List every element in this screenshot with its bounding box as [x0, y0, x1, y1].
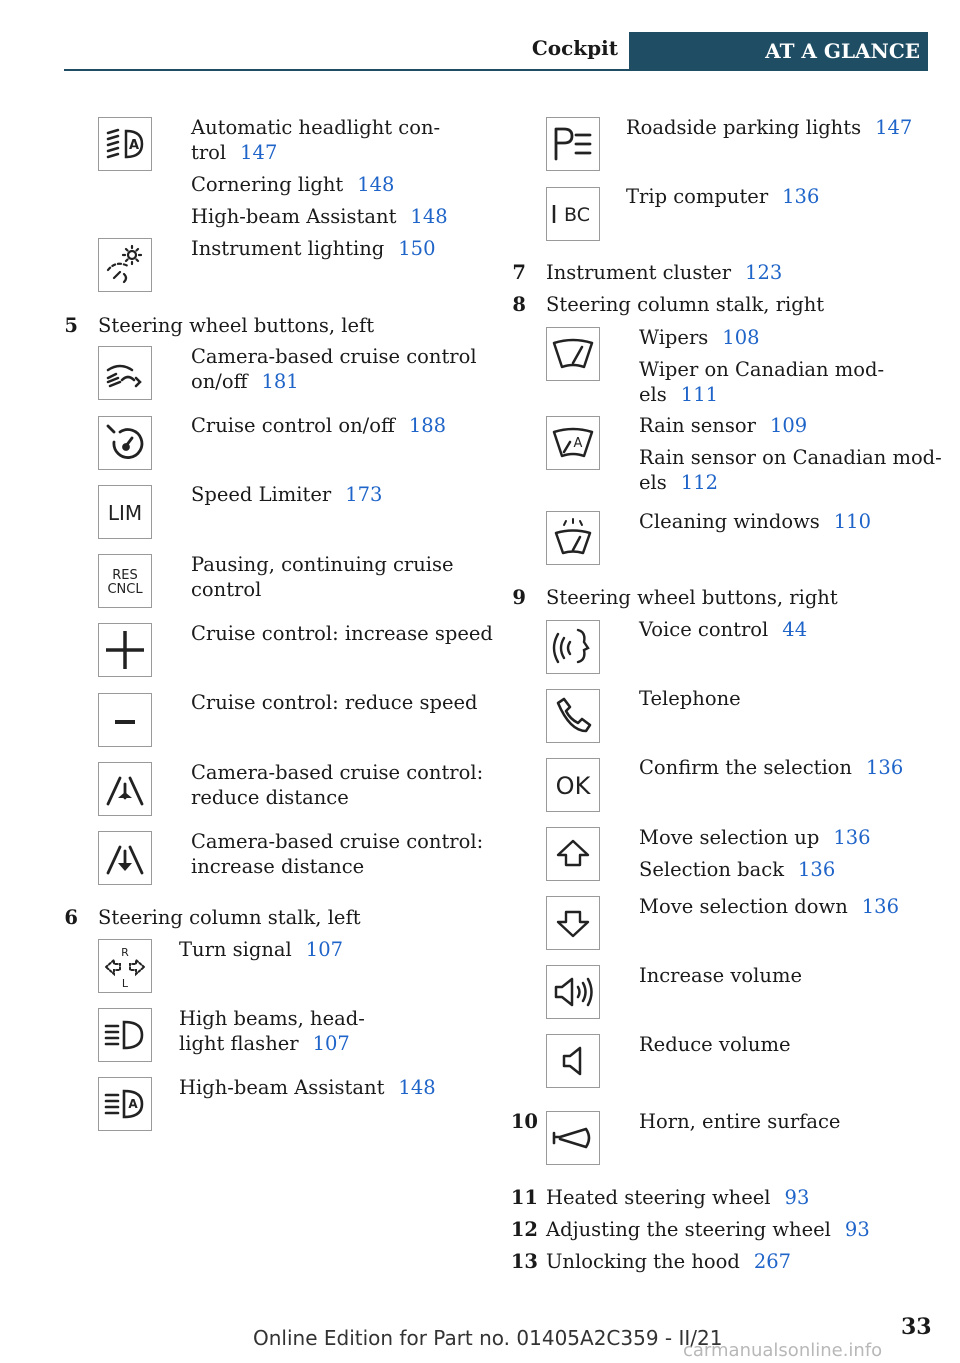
page-ref[interactable]: 44 — [782, 618, 808, 641]
high-beams-label: High beams, head- — [179, 1007, 365, 1030]
svg-text:A: A — [128, 1097, 138, 1111]
bc-icon — [546, 187, 600, 241]
cornering-light-entry: Cornering light 148 — [191, 173, 395, 196]
high-beam-assistant-icon — [98, 1077, 152, 1131]
page-ref[interactable]: 173 — [345, 483, 383, 506]
wipers-entry: Wipers 108 — [639, 326, 760, 349]
page-ref[interactable]: 136 — [866, 756, 904, 779]
footer-edition: Online Edition for Part no. 01405A2C359 - II/21 — [253, 1326, 723, 1350]
svg-text:RES: RES — [112, 568, 138, 583]
instrument-lighting-icon — [98, 238, 152, 292]
page-ref[interactable]: 136 — [861, 895, 899, 918]
move-up-entry: Move selection up 136 — [639, 826, 871, 849]
reduce-speed-label: Cruise control: reduce speed — [191, 691, 478, 714]
auto-headlight-entry: trol 147 — [191, 141, 278, 164]
instrument-lighting-entry: Instrument lighting 150 — [191, 237, 436, 260]
svg-text:A: A — [573, 436, 583, 451]
camera-cruise-label: Camera-based cruise control — [191, 345, 477, 368]
reduce-distance-icon — [98, 762, 152, 816]
watermark: carmanualsonline.info — [683, 1340, 883, 1361]
parking-lights-icon — [546, 117, 600, 171]
item-number-12: 12 — [510, 1218, 538, 1241]
arrow-up-icon — [546, 827, 600, 881]
high-beams-entry: light flasher 107 — [179, 1032, 350, 1055]
page-ref[interactable]: 93 — [844, 1218, 870, 1241]
increase-volume-label: Increase volume — [639, 964, 802, 987]
horn-icon — [546, 1111, 600, 1165]
selection-back-entry: Selection back 136 — [639, 858, 836, 881]
cruise-onoff-icon — [98, 416, 152, 470]
rain-canadian-entry: els 112 — [639, 471, 719, 494]
page-ref[interactable]: 93 — [784, 1186, 810, 1209]
item-13-entry: Unlocking the hood 267 — [546, 1250, 792, 1273]
svg-text:A: A — [128, 138, 140, 153]
ok-icon — [546, 758, 600, 812]
wiper-icon — [546, 327, 600, 381]
header-rule — [64, 69, 928, 71]
page-number: 33 — [901, 1314, 932, 1340]
wiper-canadian-entry: els 111 — [639, 383, 719, 406]
increase-speed-label: Cruise control: increase speed — [191, 622, 493, 645]
turn-signal-icon — [98, 939, 152, 993]
roadside-parking-entry: Roadside parking lights 147 — [626, 116, 913, 139]
increase-distance-icon — [98, 831, 152, 885]
svg-text:OK: OK — [555, 772, 591, 800]
page-ref[interactable]: 123 — [745, 261, 783, 284]
wiper-canadian-label: Wiper on Canadian mod- — [639, 358, 885, 381]
turn-signal-entry: Turn signal 107 — [179, 938, 344, 961]
plus-icon — [98, 623, 152, 677]
svg-text:BC: BC — [564, 204, 590, 226]
page-ref[interactable]: 109 — [769, 414, 808, 437]
telephone-label: Telephone — [639, 687, 741, 710]
increase-distance-label: Camera-based cruise control: — [191, 830, 484, 853]
page-ref[interactable]: 147 — [875, 116, 913, 139]
auto-headlight-icon — [98, 117, 152, 171]
cleaning-windows-entry: Cleaning windows 110 — [639, 510, 871, 533]
high-beam-assistant-entry: High-beam Assistant 148 — [191, 205, 448, 228]
page-ref[interactable]: 136 — [798, 858, 836, 881]
speed-limiter-entry: Speed Limiter 173 — [191, 483, 383, 506]
page-ref[interactable]: 107 — [305, 938, 344, 961]
trip-computer-entry: Trip computer 136 — [626, 185, 820, 208]
cleaning-windows-icon — [546, 511, 600, 565]
auto-headlight-label: Automatic headlight con- — [191, 116, 441, 139]
svg-text:LIM: LIM — [107, 501, 143, 525]
volume-down-icon — [546, 1034, 600, 1088]
move-down-entry: Move selection down 136 — [639, 895, 899, 918]
camera-cruise-icon — [98, 346, 152, 400]
page-ref[interactable]: 267 — [753, 1250, 792, 1273]
svg-text:L: L — [121, 977, 129, 990]
reduce-volume-label: Reduce volume — [639, 1033, 791, 1056]
item-number-11: 11 — [510, 1186, 538, 1209]
item-8-label: Steering column stalk, right — [546, 293, 825, 316]
rain-sensor-icon — [546, 416, 600, 470]
res-cncl-icon — [98, 554, 152, 608]
item-11-entry: Heated steering wheel 93 — [546, 1186, 810, 1209]
section-title: Cockpit — [531, 36, 618, 60]
page-ref[interactable]: 147 — [240, 141, 278, 164]
item-9-label: Steering wheel buttons, right — [546, 586, 838, 609]
reduce-distance-label-2: reduce distance — [191, 786, 349, 809]
item-number-9: 9 — [512, 586, 526, 609]
lim-icon — [98, 485, 152, 539]
reduce-distance-label: Camera-based cruise control: — [191, 761, 484, 784]
rain-canadian-label: Rain sensor on Canadian mod- — [639, 446, 942, 469]
svg-text:R: R — [121, 946, 129, 959]
page-ref[interactable]: 112 — [680, 471, 719, 494]
item-5-label: Steering wheel buttons, left — [98, 314, 375, 337]
high-beams-icon — [98, 1008, 152, 1062]
rain-sensor-entry: Rain sensor 109 — [639, 414, 808, 437]
page-ref[interactable]: 111 — [680, 383, 719, 406]
item-number-6: 6 — [64, 906, 78, 929]
page-ref[interactable]: 150 — [398, 237, 436, 260]
page-ref[interactable]: 148 — [410, 205, 448, 228]
item-6-label: Steering column stalk, left — [98, 906, 361, 929]
voice-control-icon — [546, 620, 600, 674]
svg-text:CNCL: CNCL — [107, 582, 143, 597]
item-10-label: Horn, entire surface — [639, 1110, 841, 1133]
page-ref[interactable]: 148 — [357, 173, 395, 196]
voice-control-entry: Voice control 44 — [639, 618, 808, 641]
page-ref[interactable]: 108 — [722, 326, 760, 349]
item-number-7: 7 — [512, 261, 526, 284]
item-number-10: 10 — [510, 1110, 538, 1133]
item-7-entry: Instrument cluster 123 — [546, 261, 783, 284]
item-12-entry: Adjusting the steering wheel 93 — [546, 1218, 870, 1241]
pausing-label: Pausing, continuing cruise — [191, 553, 454, 576]
high-beam-assistant-entry-2: High-beam Assistant 148 — [179, 1076, 436, 1099]
volume-up-icon — [546, 965, 600, 1019]
page-ref[interactable]: 148 — [398, 1076, 436, 1099]
page-ref[interactable]: 110 — [833, 510, 871, 533]
item-number-13: 13 — [510, 1250, 538, 1273]
item-number-5: 5 — [64, 314, 78, 337]
page-ref[interactable]: 181 — [261, 370, 299, 393]
minus-icon — [98, 693, 152, 747]
pausing-label-2: control — [191, 578, 262, 601]
page-ref[interactable]: 188 — [408, 414, 447, 437]
page-ref[interactable]: 136 — [782, 185, 820, 208]
chapter-tab: AT A GLANCE — [629, 32, 928, 70]
confirm-selection-entry: Confirm the selection 136 — [639, 756, 904, 779]
camera-cruise-entry: on/off 181 — [191, 370, 299, 393]
page-ref[interactable]: 107 — [312, 1032, 350, 1055]
increase-distance-label-2: increase distance — [191, 855, 365, 878]
cruise-onoff-entry: Cruise control on/off 188 — [191, 414, 447, 437]
item-number-8: 8 — [512, 293, 526, 316]
arrow-down-icon — [546, 896, 600, 950]
page-ref[interactable]: 136 — [833, 826, 871, 849]
telephone-icon — [546, 689, 600, 743]
